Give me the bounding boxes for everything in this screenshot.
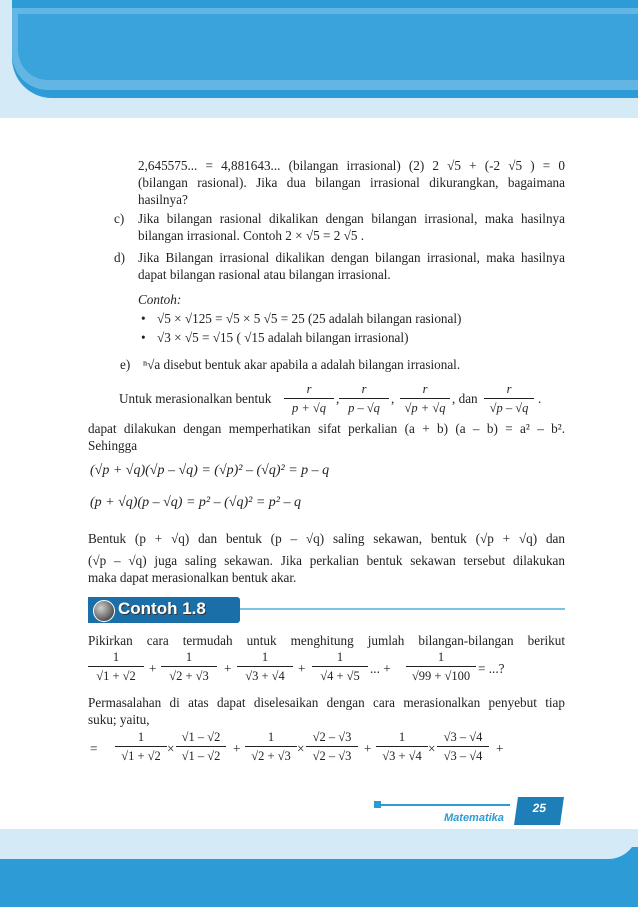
separator: , [336, 391, 340, 406]
equals-sign: = [90, 741, 98, 756]
text-line: Jika bilangan rasional dikalikan dengan bilangan irrasional, maka hasilnya [138, 211, 565, 226]
result: = ...? [478, 661, 505, 676]
text-line: bilangan irrasional. Contoh 2 × √5 = 2 √5 . [138, 228, 365, 243]
text-dan: , dan [452, 391, 478, 406]
text-line: Bentuk (p + √q) dan bentuk (p – √q) saling sekawan, bentuk (√p + √q) dan [88, 531, 565, 546]
footer-band-dark [0, 847, 638, 907]
item-marker-d: d) [114, 250, 125, 265]
text-line: dapat bilangan rasional atau bilangan irrasional. [138, 267, 391, 282]
fraction: $\frac{1}{√1 + √2}$ [115, 730, 167, 764]
text-line: (√p – √q) juga saling sekawan. Jika perkalian bentuk sekawan tersebut dilakukan [88, 553, 565, 568]
fraction: $\frac{1}{√99 + √100}$ [406, 650, 476, 684]
equation: (√p + √q)(√p – √q) = (√p)² – (√q)² = p – q [90, 463, 330, 478]
bullet: • [141, 330, 146, 345]
plus-sign: + [149, 661, 157, 676]
text-line: Untuk merasionalkan bentuk [119, 391, 272, 406]
fraction: $\frac{√1 - √2}{√1 - √2}$ [176, 730, 226, 764]
text-line: √3 × √5 = √15 ( √15 adalah bilangan irrasional) [157, 330, 409, 345]
separator: , [391, 391, 395, 406]
text-line: suku; yaitu, [88, 712, 150, 727]
times-sign: × [428, 741, 436, 756]
plus-sign: + [233, 741, 241, 756]
period: . [538, 391, 542, 406]
equation: (p + √q)(p – √q) = p² – (√q)² = p² – q [90, 495, 301, 510]
fraction: $\frac{r}{p + √q}$ [284, 382, 334, 416]
item-marker-e: e) [120, 357, 131, 372]
fraction: $\frac{1}{√1 + √2}$ [88, 650, 144, 684]
text-line: Sehingga [88, 438, 138, 453]
fraction: $\frac{√2 - √3}{√2 - √3}$ [306, 730, 358, 764]
text-line: Jika Bilangan irrasional dikalikan dengan bilangan irrasional, maka hasilnya [138, 250, 565, 265]
fraction: $\frac{1}{√3 + √4}$ [376, 730, 428, 764]
item-marker-c: c) [114, 211, 125, 226]
text-line: Permasalahan di atas dapat diselesaikan dengan cara merasionalkan penyebut tiap [88, 695, 565, 710]
banner-rule [240, 608, 565, 610]
fraction: $\frac{r}{p - √q}$ [339, 382, 389, 416]
text-line: maka dapat merasionalkan bentuk akar. [88, 570, 297, 585]
plus-sign: + [298, 661, 306, 676]
contoh-label: Contoh: [138, 292, 182, 307]
fraction: $\frac{1}{√2 + √3}$ [161, 650, 217, 684]
plus-sign: + [496, 741, 504, 756]
ellipsis: ... + [370, 661, 391, 676]
plus-sign: + [224, 661, 232, 676]
times-sign: × [167, 741, 175, 756]
text-line: (bilangan rasional). Jika dua bilangan irrasional dikurangkan, bagaimana [138, 175, 565, 190]
text-line: hasilnya? [138, 192, 188, 207]
text-line: √5 × √125 = √5 × 5 √5 = 25 (25 adalah bilangan rasional) [157, 311, 462, 326]
fraction: $\frac{1}{√2 + √3}$ [245, 730, 297, 764]
subject-label: Matematika [444, 812, 504, 824]
fraction: $\frac{1}{√3 + √4}$ [237, 650, 293, 684]
plus-sign: + [364, 741, 372, 756]
times-sign: × [297, 741, 305, 756]
fraction: $\frac{r}{√p - √q}$ [484, 382, 534, 416]
text-line: dapat dilakukan dengan memperhatikan sifat perkalian (a + b) (a – b) = a² – b². [88, 421, 565, 436]
header-band-mid [18, 14, 638, 80]
text-line: 2,645575... = 4,881643... (bilangan irrasional) (2) 2 √5 + (-2 √5 ) = 0 [138, 158, 565, 173]
fraction: $\frac{r}{√p + √q}$ [400, 382, 450, 416]
globe-icon [93, 600, 115, 622]
text-line: ⁿ√a disebut bentuk akar apabila a adalah bilangan irrasional. [143, 357, 461, 372]
bullet: • [141, 311, 146, 326]
example-title: Contoh 1.8 [118, 599, 206, 618]
text-line: Pikirkan cara termudah untuk menghitung jumlah bilangan-bilangan berikut [88, 633, 565, 648]
footer-rule [378, 804, 510, 806]
page-number: 25 [514, 797, 564, 825]
fraction: $\frac{1}{√4 + √5}$ [312, 650, 368, 684]
fraction: $\frac{√3 - √4}{√3 - √4}$ [437, 730, 489, 764]
